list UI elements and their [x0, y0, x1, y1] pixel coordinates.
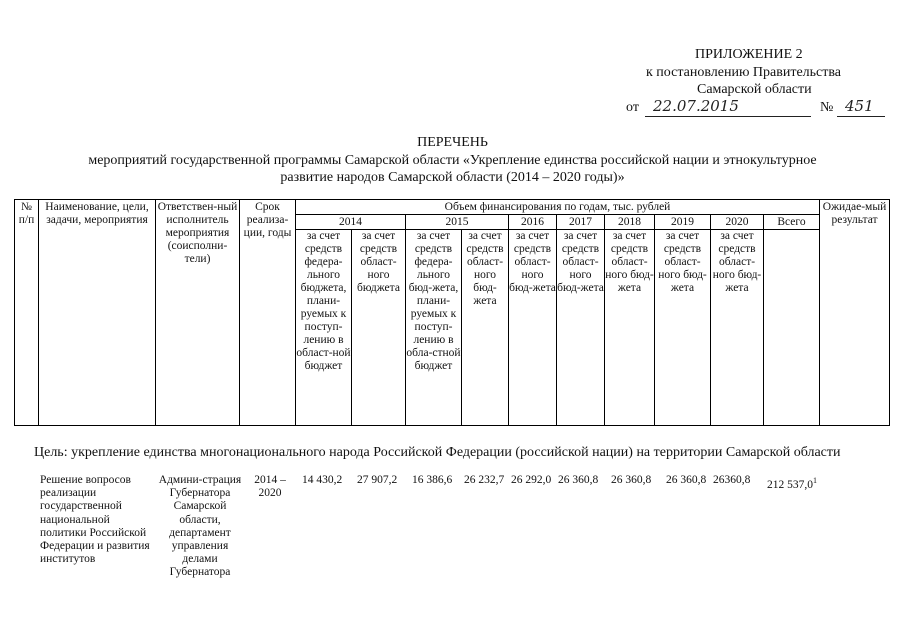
value-2017: 26 360,8 [558, 474, 599, 486]
date-line [645, 99, 811, 117]
header-term: Срок реализа-ции, годы [240, 200, 296, 426]
year-2016: 2016 [509, 215, 557, 230]
value-2020: 26360,8 [713, 474, 751, 486]
value-total [767, 474, 817, 492]
number-label: № [820, 100, 834, 115]
sub-2014-regional: за счет средств област-ного бюджета [352, 230, 406, 426]
year-2020: 2020 [711, 215, 764, 230]
year-total: Всего [764, 215, 820, 230]
goal-text: Цель: укрепление единства многонационального народа Российской Федерации (российской нации) на территории Самарской области [34, 445, 841, 460]
value-2019: 26 360,8 [666, 474, 707, 486]
value-2015-regional: 26 232,7 [464, 474, 505, 486]
sub-2015-federal: за счет средств федера-льного бюд-жета, плани-руемых к поступ-лению в обла-стной бюджет [406, 230, 462, 426]
value-total-text: 212 537,0 [767, 478, 813, 491]
sub-2016-regional: за счет средств област-ного бюд-жета [509, 230, 557, 426]
year-2015: 2015 [406, 215, 509, 230]
date-label: от [626, 100, 639, 115]
value-2014-regional: 27 907,2 [357, 474, 398, 486]
year-2014: 2014 [296, 215, 406, 230]
handwritten-date: 22.07.2015 [653, 97, 739, 115]
value-2016: 26 292,0 [511, 474, 552, 486]
document-title: ПЕРЕЧЕНЬ [417, 135, 488, 150]
appendix-line-1: к постановлению Правительства [646, 65, 842, 80]
row-term: 2014 – 2020 [254, 474, 286, 500]
year-2017: 2017 [557, 215, 605, 230]
year-2019: 2019 [655, 215, 711, 230]
header-executor: Ответствен-ный исполнитель мероприятия (соисполни-тели) [156, 200, 240, 426]
document-subtitle-line-2: развитие народов Самарской области (2014 – 2020 годы)» [280, 170, 625, 185]
year-2018: 2018 [605, 215, 655, 230]
document-subtitle-line-1: мероприятий государственной программы Самарской области «Укрепление единства российской нации и этнокультурное [88, 153, 817, 168]
row-name: Решение вопросов реализации государственной национальной политики Российской Федерации и развития институтов [40, 474, 150, 566]
header-funding: Объем финансирования по годам, тыс. рублей [296, 200, 820, 215]
value-2018: 26 360,8 [611, 474, 652, 486]
sub-total [764, 230, 820, 426]
number-line [837, 99, 885, 117]
program-table-header [14, 199, 890, 426]
header-result: Ожидае-мый результат [820, 200, 890, 426]
sub-2014-federal: за счет средств федера-льного бюджета, плани-руемых к поступ-лению в област-ной бюджет [296, 230, 352, 426]
value-2014-federal: 14 430,2 [302, 474, 343, 486]
value-2015-federal: 16 386,6 [412, 474, 453, 486]
header-name: Наименование, цели, задачи, мероприятия [39, 200, 156, 426]
row-executor: Админи-страция Губернатора Самарской области, департамент управления делами Губернатора [158, 474, 242, 579]
sub-2017-regional: за счет средств област-ного бюд-жета [557, 230, 605, 426]
sub-2018-regional: за счет средств област-ного бюд-жета [605, 230, 655, 426]
appendix-line-2: Самарской области [697, 82, 812, 97]
footnote-mark: 1 [813, 476, 817, 485]
sub-2019-regional: за счет средств област-ного бюд-жета [655, 230, 711, 426]
sub-2015-regional: за счет средств област-ного бюд-жета [462, 230, 509, 426]
header-num: № п/п [15, 200, 39, 426]
appendix-title: ПРИЛОЖЕНИЕ 2 [695, 47, 803, 62]
handwritten-number: 451 [845, 97, 874, 115]
sub-2020-regional: за счет средств област-ного бюд-жета [711, 230, 764, 426]
